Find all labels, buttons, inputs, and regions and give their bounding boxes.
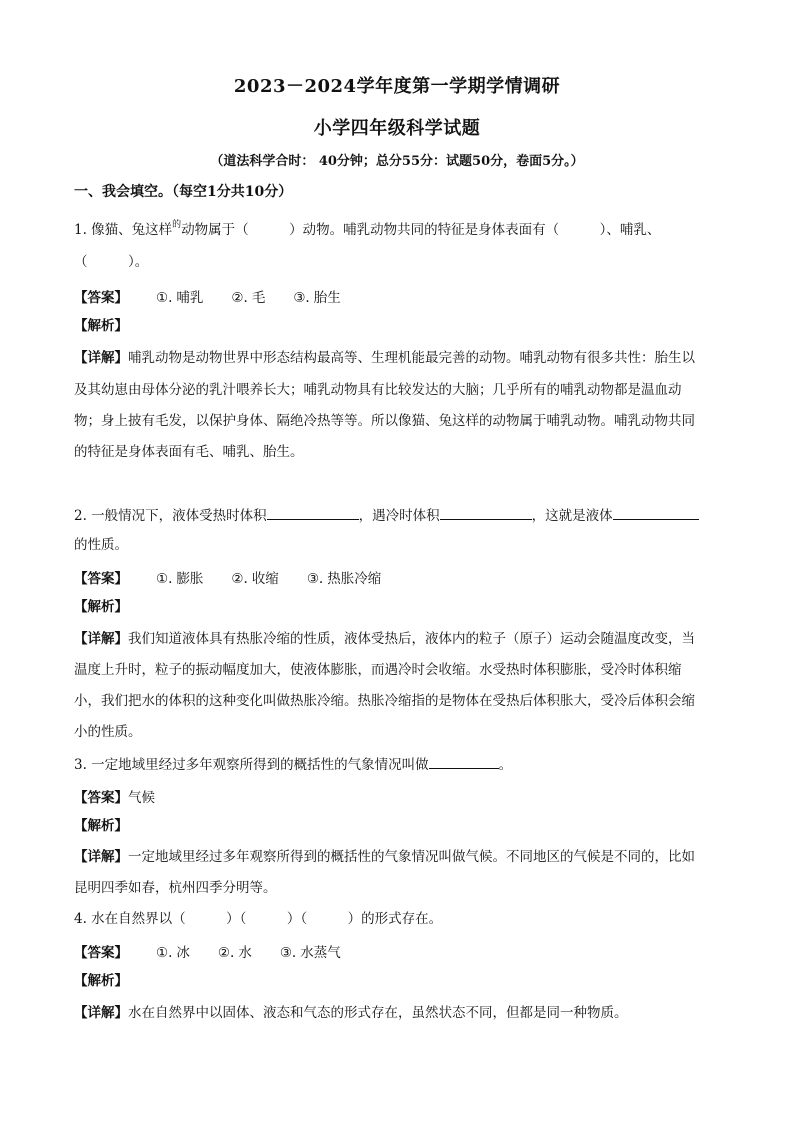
detail-1-line-3: 物；身上披有毛发，以保护身体、隔绝冷热等等。所以像猫、兔这样的动物属于哺乳动物。哺乳动物共同 — [74, 413, 695, 429]
answer-label: 【答案】 — [74, 290, 128, 306]
detail-3-line-2: 昆明四季如春，杭州四季分明等。 — [74, 880, 277, 896]
answer-item: ②. 毛 — [231, 290, 266, 306]
answer-item: ③. 热胀冷缩 — [306, 571, 382, 587]
question-1-line-1: 1. 像猫、兔这样$^的$动物属于（ ）动物。哺乳动物共同的特征是身体表面有（ ）、哺乳、 — [74, 220, 661, 238]
detail-2-line-2: 温度上升时，粒子的振动幅度加大，使液体膨胀，而遇冷时会收缩。水受热时体积膨胀，受冷时体积缩 — [74, 662, 682, 678]
detail-1-line-2: 及其幼崽由母体分泌的乳汁喂养长大；哺乳动物具有比较发达的大脑；几乎所有的哺乳动物都是温血动 — [74, 382, 682, 398]
detail-4-line-1: 【详解】水在自然界中以固体、液态和气态的形式存在，虽然状态不同，但都是同一种物质。 — [74, 1005, 628, 1021]
answer-2 — [74, 567, 381, 587]
answer-item: ②. 收缩 — [231, 571, 279, 587]
question-4-line-1: 4. 水在自然界以（ ）（ ）（ ）的形式存在。 — [74, 911, 443, 927]
exam-info: （道法科学合时： 40分钟；总分55分：试题50分，卷面5分。） — [210, 154, 584, 169]
answer-item: ①. 冰 — [156, 945, 190, 961]
detail-3-line-1: 【详解】一定地域里经过多年观察所得到的概括性的气象情况叫做气候。不同地区的气候是不同的，比如 — [74, 849, 695, 865]
answer-label: 【答案】 — [74, 571, 128, 587]
detail-2-line-1: 【详解】我们知道液体具有热胀冷缩的性质，液体受热后，液体内的粒子（原子）运动会随温度改变，当 — [74, 631, 695, 647]
detail-1-line-1: 【详解】哺乳动物是动物世界中形态结构最高等、生理机能最完善的动物。哺乳动物有很多共性：胎生以 — [74, 350, 695, 366]
section-heading: 一、我会填空。（每空1分共10分） — [74, 184, 293, 200]
question-2-line-1: 2. 一般情况下，液体受热时体积 ，遇冷时体积 ，这就是液体 — [74, 505, 699, 526]
answer-label: 【答案】 — [74, 945, 128, 961]
answer-item: ①. 膨胀 — [156, 571, 204, 587]
answer-1 — [74, 286, 341, 306]
blank — [613, 505, 699, 520]
answer-item: ③. 水蒸气 — [279, 945, 341, 961]
blank — [440, 505, 532, 520]
analysis-label: 【解析】 — [74, 818, 128, 834]
question-2-line-2: 的性质。 — [74, 537, 128, 553]
question-3-line-1: 3. 一定地域里经过多年观察所得到的概括性的气象情况叫做 。 — [74, 754, 512, 775]
answer-item: ①. 哺乳 — [156, 290, 204, 306]
detail-1-line-4: 的特征是身体表面有毛、哺乳、胎生。 — [74, 444, 304, 460]
answer-item: ②. 水 — [217, 945, 252, 961]
page-subtitle: 小学四年级科学试题 — [313, 118, 481, 139]
question-1-line-2: （ ）。 — [74, 254, 149, 270]
analysis-label: 【解析】 — [74, 318, 128, 334]
blank — [429, 754, 499, 769]
detail-2-line-4: 小的性质。 — [74, 724, 142, 740]
analysis-label: 【解析】 — [74, 599, 128, 615]
answer-3: 【答案】气候 — [74, 790, 155, 806]
analysis-label: 【解析】 — [74, 973, 128, 989]
page-title: 2023－2024学年度第一学期学情调研 — [233, 76, 561, 97]
answer-4 — [74, 941, 341, 961]
blank — [267, 505, 359, 520]
answer-item: ③. 胎生 — [293, 290, 341, 306]
detail-2-line-3: 小，我们把水的体积的这种变化叫做热胀冷缩。热胀冷缩指的是物体在受热后体积胀大，受冷后体积会缩 — [74, 693, 695, 709]
answer-label: 【答案】 — [74, 790, 128, 806]
